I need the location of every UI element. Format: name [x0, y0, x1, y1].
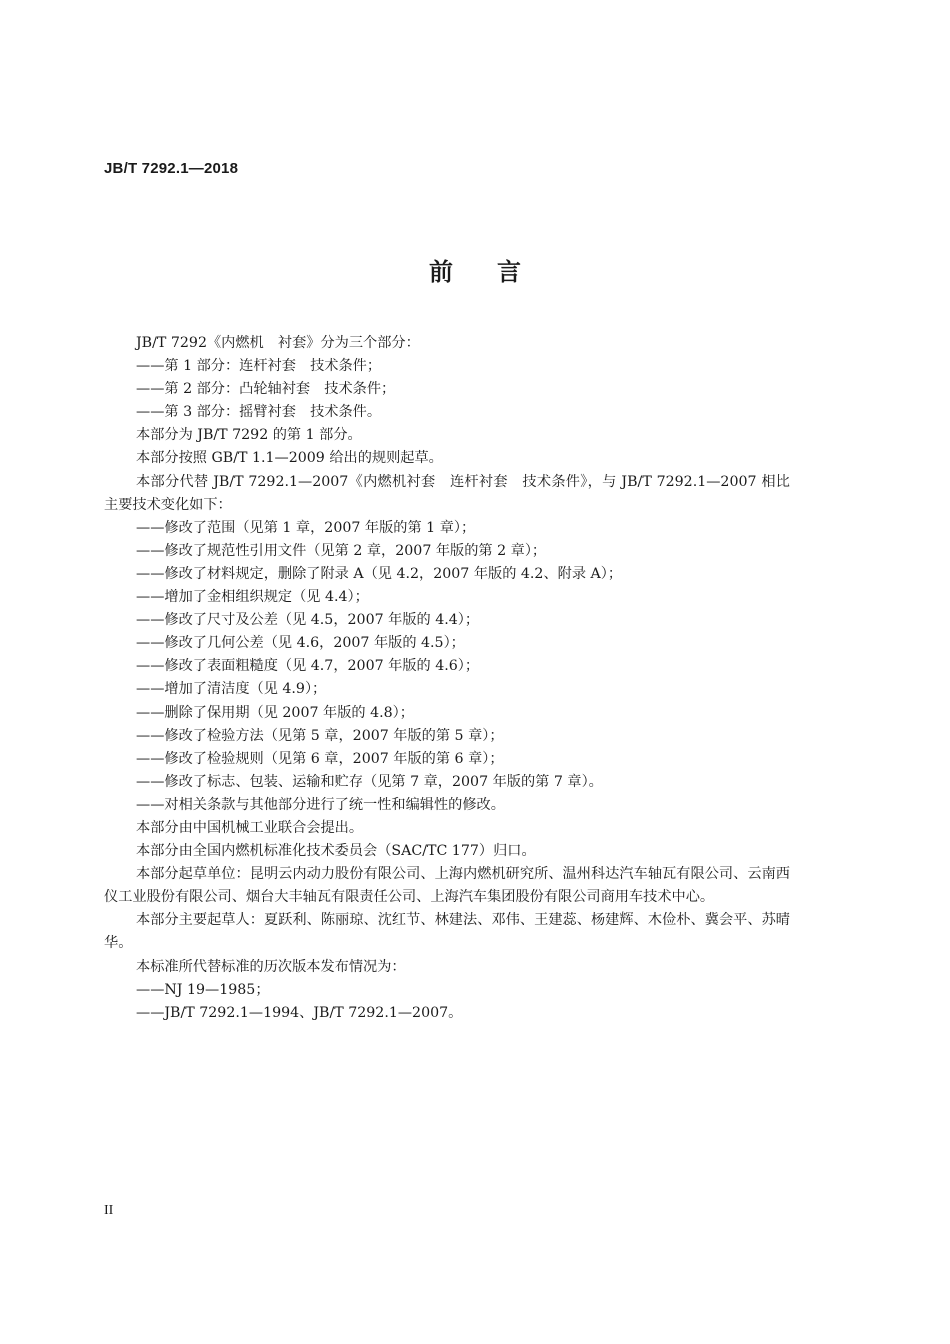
foreword-body: [104, 332, 790, 1025]
list-item: ——修改了规范性引用文件（见第 2 章，2007 年版的第 2 章）；: [136, 542, 547, 559]
paragraph: 本标准所代替标准的历次版本发布情况为：: [136, 958, 406, 975]
page-number: II: [104, 1203, 114, 1218]
list-item: ——第 3 部分：摇臂衬套 技术条件。: [136, 404, 382, 421]
list-item: ——修改了检验规则（见第 6 章，2007 年版的第 6 章）；: [136, 750, 504, 767]
paragraph: 本部分为 JB/T 7292 的第 1 部分。: [136, 427, 362, 444]
list-item: ——NJ 19—1985；: [136, 981, 270, 998]
list-item: ——修改了范围（见第 1 章，2007 年版的第 1 章）；: [136, 519, 476, 536]
list-item: ——删除了保用期（见 2007 年版的 4.8）；: [136, 704, 414, 721]
page-title: 前言: [429, 258, 565, 286]
list-item: ——JB/T 7292.1—1994、JB/T 7292.1—2007。: [136, 1004, 463, 1021]
list-item: ——修改了尺寸及公差（见 4.5，2007 年版的 4.4）；: [136, 612, 480, 629]
list-item: ——增加了金相组织规定（见 4.4）；: [136, 589, 369, 606]
standard-code: JB/T 7292.1—2018: [104, 160, 239, 177]
list-item: ——修改了标志、包装、运输和贮存（见第 7 章，2007 年版的第 7 章）。: [136, 773, 603, 790]
list-item: ——第 2 部分：凸轮轴衬套 技术条件；: [136, 381, 396, 398]
paragraph: 本部分主要起草人：夏跃利、陈丽琼、沈红节、林建法、邓伟、王建蕊、杨建辉、木俭朴、冀会平、苏晴华。: [104, 912, 790, 952]
paragraph: 本部分代替 JB/T 7292.1—2007《内燃机衬套 连杆衬套 技术条件》，与 JB/T 7292.1—2007 相比主要技术变化如下：: [104, 473, 790, 513]
paragraph: 本部分起草单位：昆明云内动力股份有限公司、上海内燃机研究所、温州科达汽车轴瓦有限公司、云南西仪工业股份有限公司、烟台大丰轴瓦有限责任公司、上海汽车集团股份有限公司商用车技术中心。: [104, 866, 790, 906]
list-item: ——对相关条款与其他部分进行了统一性和编辑性的修改。: [136, 796, 505, 813]
list-item: ——修改了检验方法（见第 5 章，2007 年版的第 5 章）；: [136, 727, 504, 744]
list-item: ——修改了表面粗糙度（见 4.7，2007 年版的 4.6）；: [136, 658, 480, 675]
list-item: ——第 1 部分：连杆衬套 技术条件；: [136, 358, 382, 375]
list-item: ——增加了清洁度（见 4.9）；: [136, 681, 327, 698]
paragraph: 本部分按照 GB/T 1.1—2009 给出的规则起草。: [136, 450, 443, 467]
paragraph: 本部分由中国机械工业联合会提出。: [136, 819, 364, 836]
list-item: ——修改了几何公差（见 4.6，2007 年版的 4.5）；: [136, 635, 465, 652]
paragraph: 本部分由全国内燃机标准化技术委员会（SAC/TC 177）归口。: [136, 843, 536, 860]
list-item: ——修改了材料规定，删除了附录 A（见 4.2，2007 年版的 4.2、附录 A）；: [136, 565, 623, 582]
paragraph: JB/T 7292《内燃机 衬套》分为三个部分：: [136, 335, 420, 351]
